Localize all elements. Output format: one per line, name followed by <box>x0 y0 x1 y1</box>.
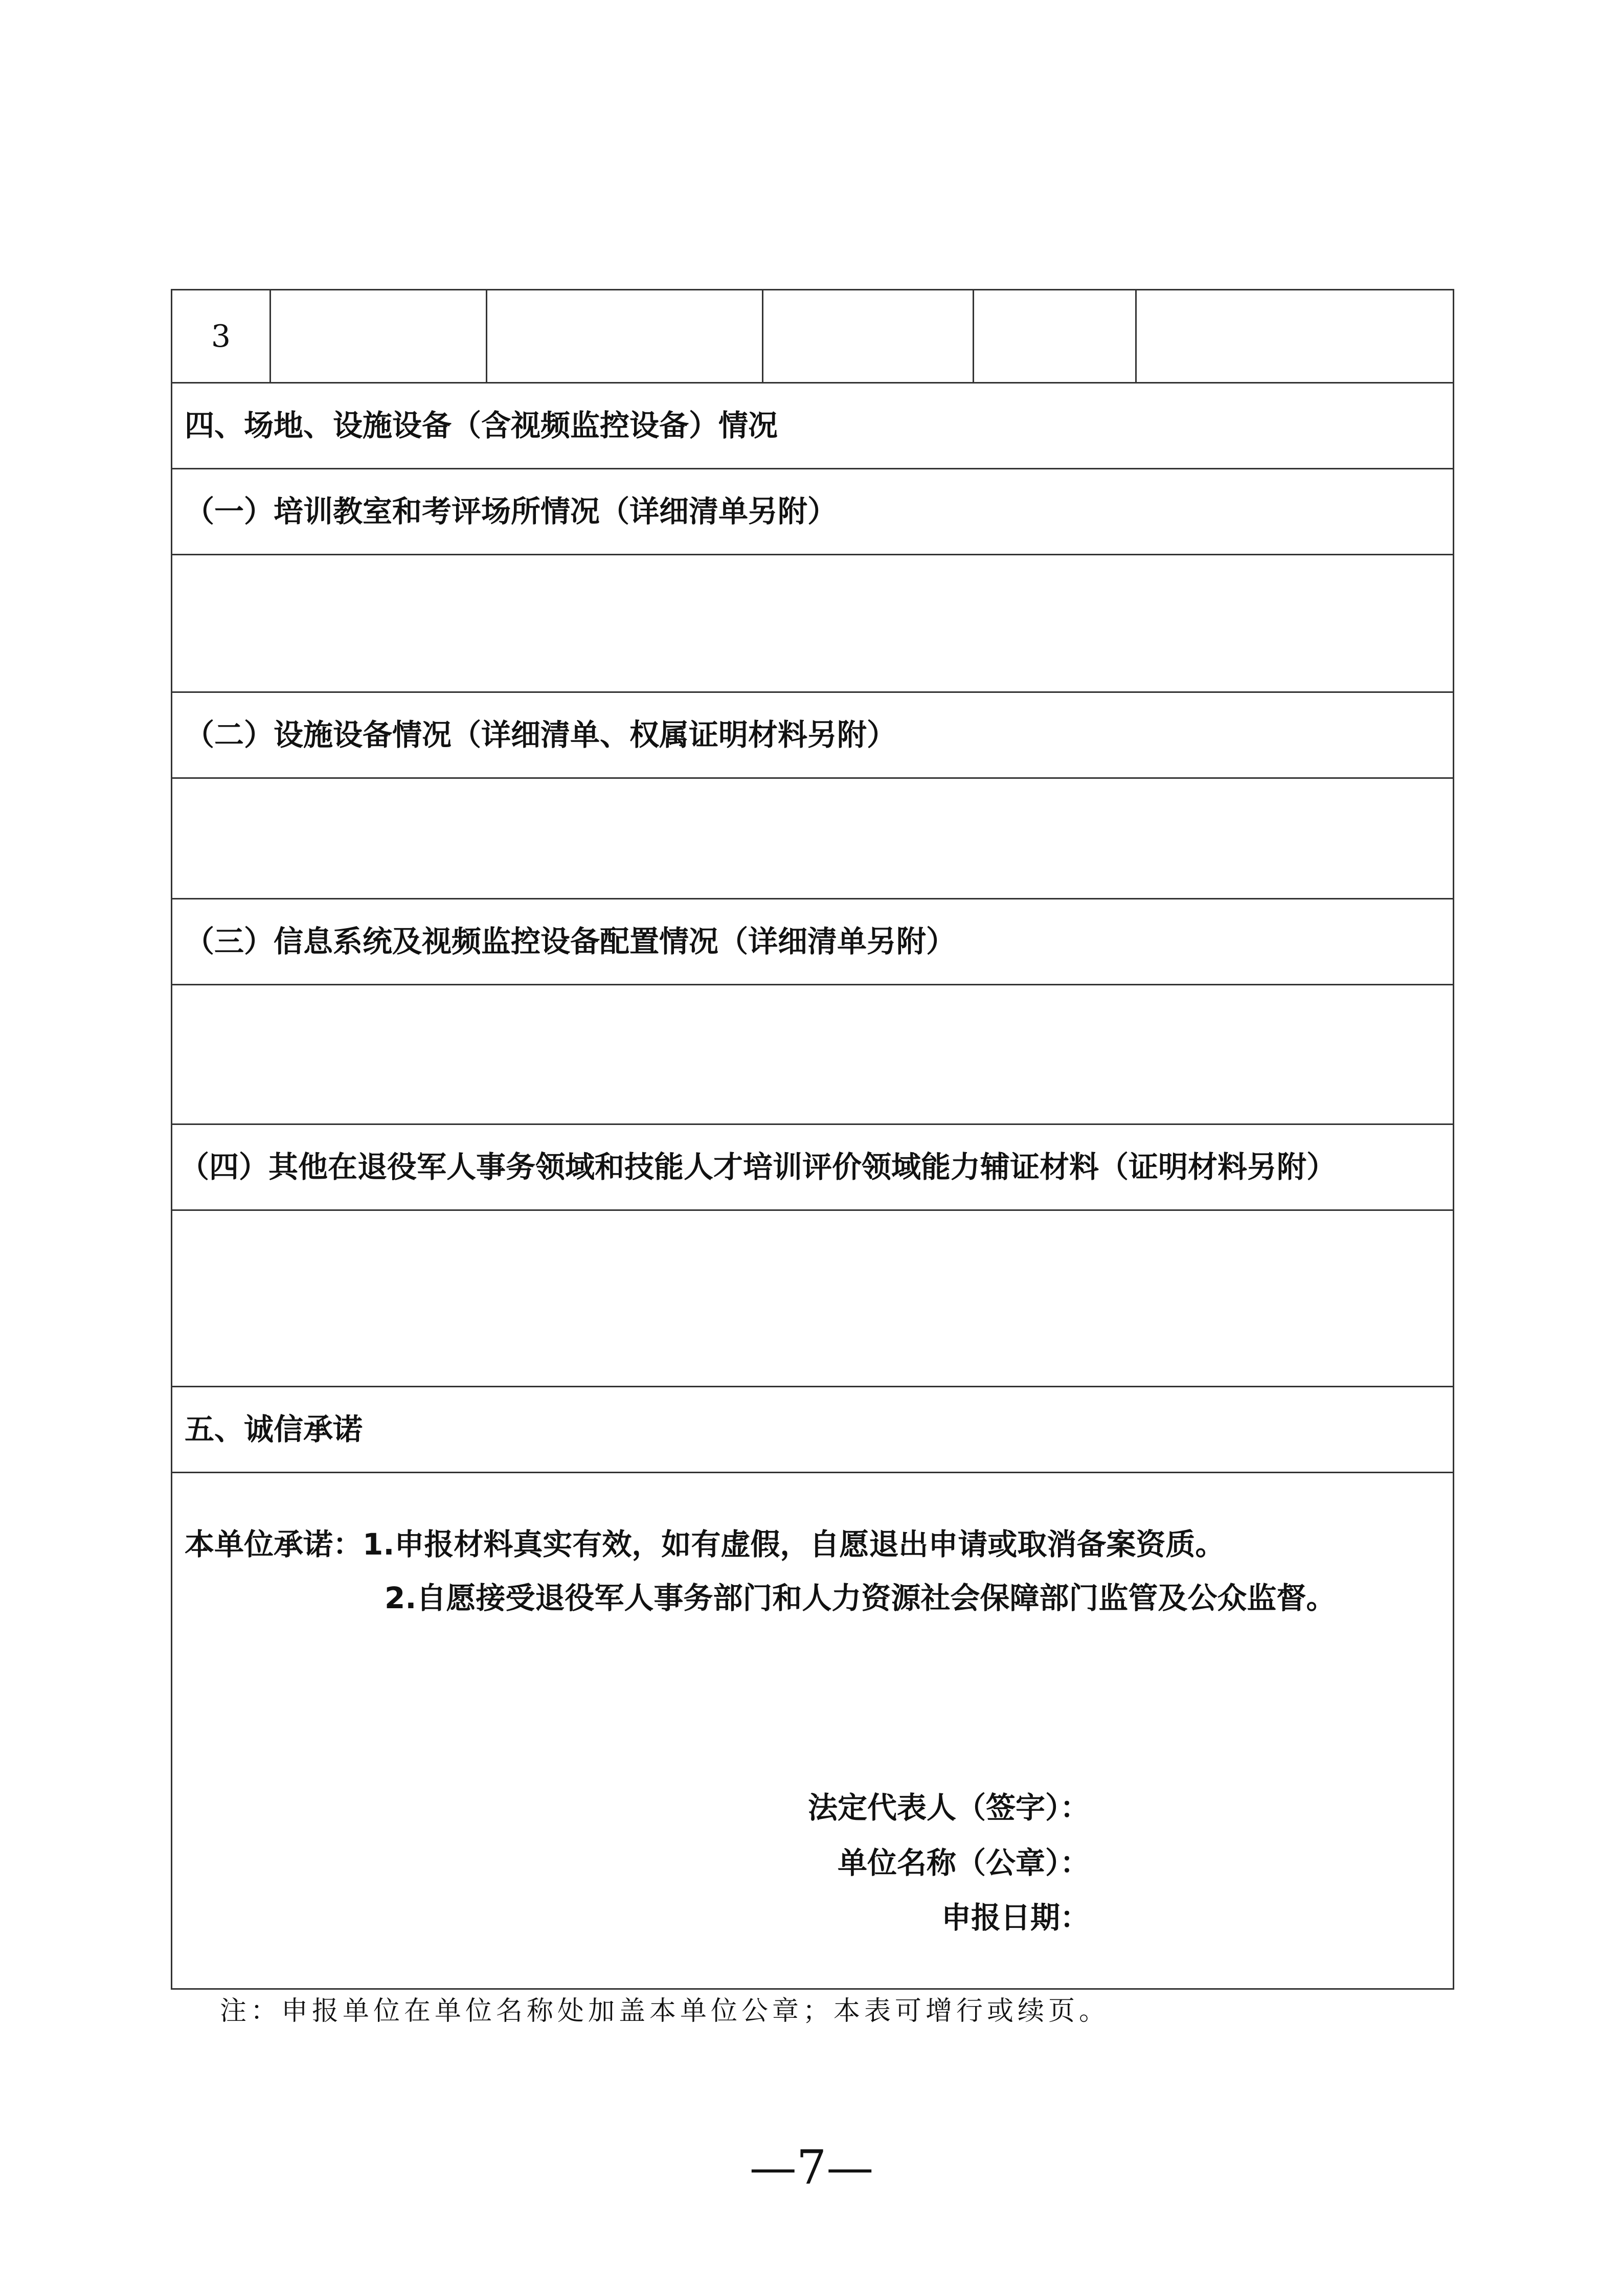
application-form-table <box>171 289 1454 1990</box>
section4-sub1-heading: （一）培训教室和考评场所情况（详细清单另附） <box>172 469 1454 555</box>
table-cell[interactable] <box>1136 290 1454 383</box>
application-date-label: 申报日期： <box>941 1900 1090 1935</box>
unit-name-label: 单位名称（公章）： <box>837 1845 1090 1880</box>
section4-sub4-heading: （四）其他在退役军人事务领域和技能人才培训评价领域能力辅证材料（证明材料另附） <box>172 1124 1454 1210</box>
section5-heading: 五、诚信承诺 <box>172 1387 1454 1473</box>
table-cell[interactable] <box>974 290 1136 383</box>
section4-sub2-heading: （二）设施设备情况（详细清单、权属证明材料另附） <box>172 692 1454 778</box>
section4-sub2-field[interactable] <box>172 778 1454 899</box>
table-cell[interactable] <box>270 290 487 383</box>
pledge-line-2: 2.自愿接受退役军人事务部门和人力资源社会保障部门监管及公众监督。 <box>385 1581 1336 1615</box>
pledge-section <box>172 1473 1454 1989</box>
section4-sub3-heading: （三）信息系统及视频监控设备配置情况（详细清单另附） <box>172 899 1454 985</box>
page-number: —7— <box>749 2140 874 2195</box>
table-cell[interactable] <box>487 290 763 383</box>
table-cell[interactable] <box>763 290 974 383</box>
row-number: 3 <box>172 290 270 383</box>
table-row <box>172 290 1454 383</box>
pledge-line-1: 本单位承诺：1.申报材料真实有效，如有虚假，自愿退出申请或取消备案资质。 <box>185 1527 1225 1562</box>
section4-sub4-field[interactable] <box>172 1210 1454 1387</box>
section4-sub1-field[interactable] <box>172 555 1454 692</box>
section4-heading: 四、场地、设施设备（含视频监控设备）情况 <box>172 383 1454 469</box>
legal-representative-label: 法定代表人（签字）： <box>807 1790 1090 1825</box>
section4-sub3-field[interactable] <box>172 985 1454 1124</box>
footnote: 注：申报单位在单位名称处加盖本单位公章；本表可增行或续页。 <box>220 1996 1110 2027</box>
